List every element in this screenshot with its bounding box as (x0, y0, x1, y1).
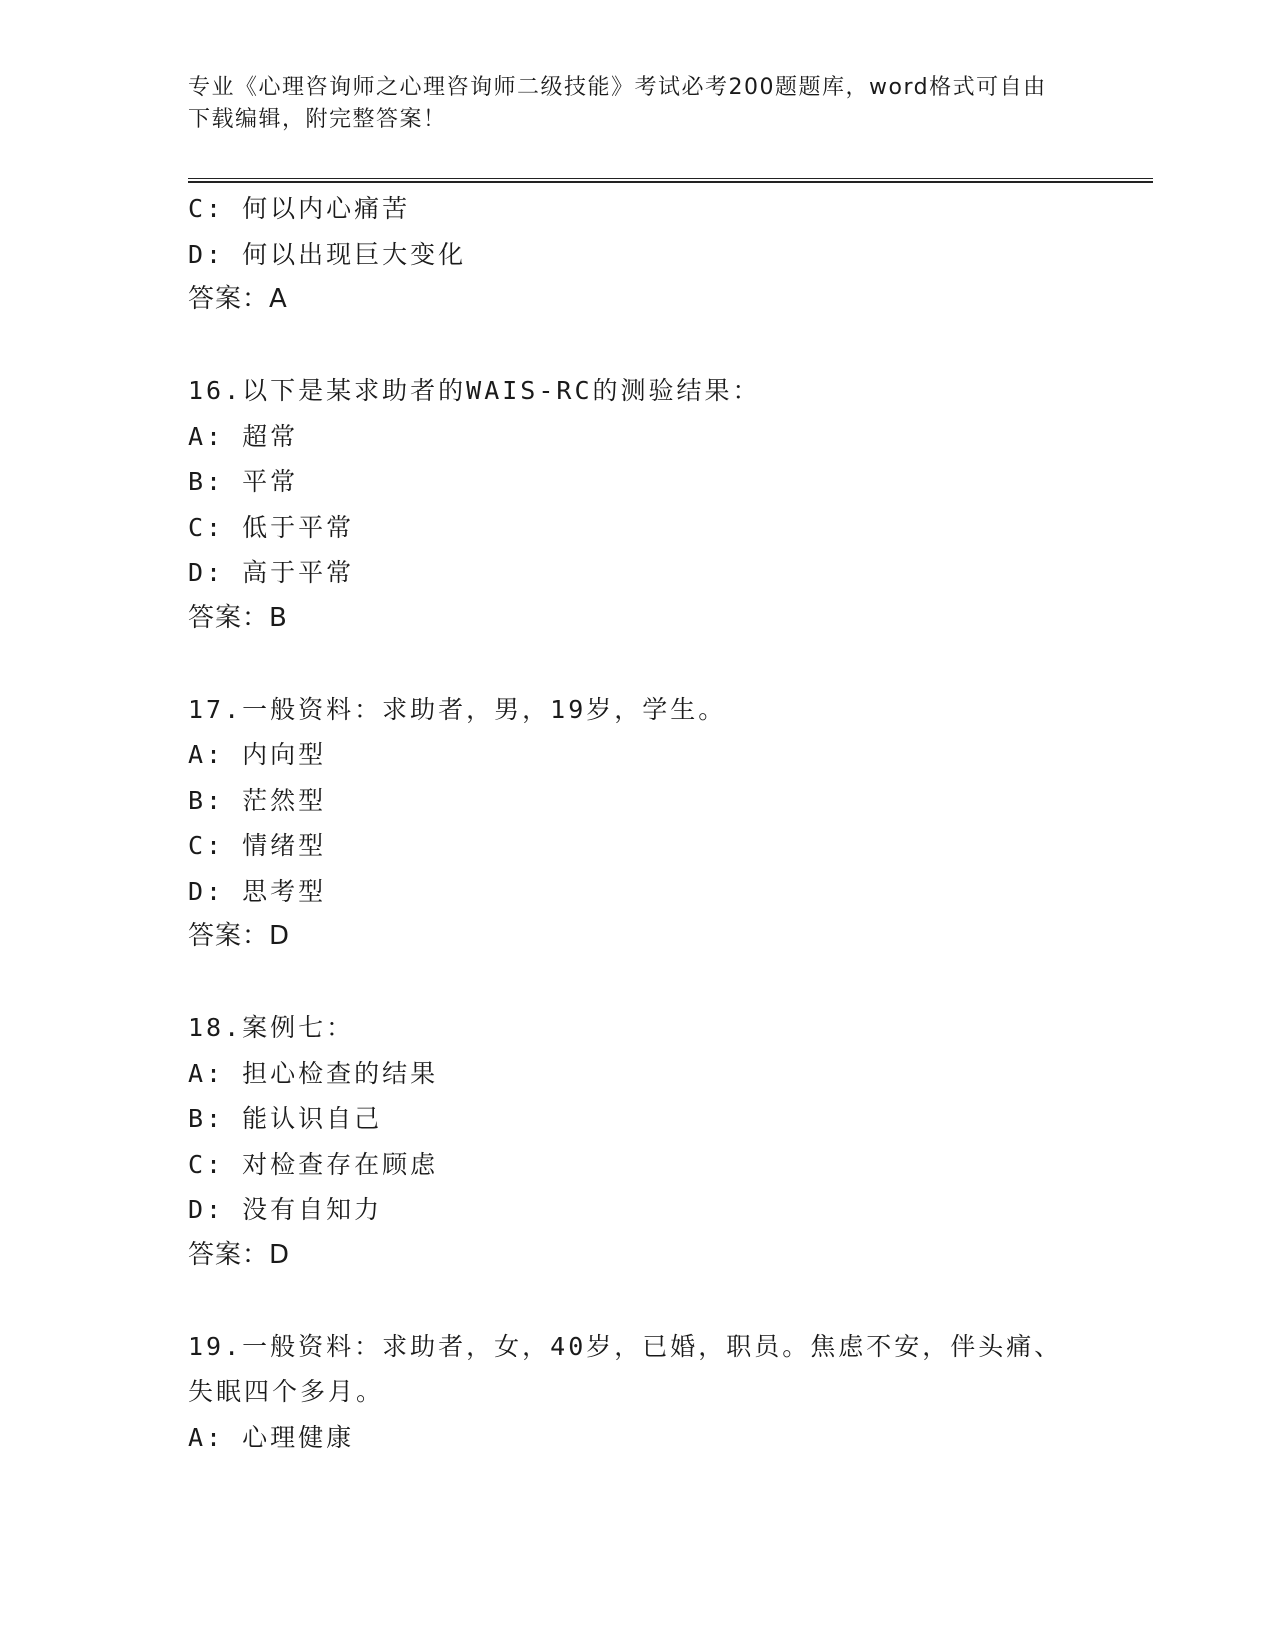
spacer (188, 960, 1088, 1006)
spacer (188, 641, 1088, 687)
question-list (188, 186, 1088, 1460)
answer-line: 答案：D (188, 1239, 291, 1270)
option-a: A: 超常 (188, 421, 299, 451)
page-header (188, 72, 1068, 136)
spacer (188, 1278, 1088, 1324)
option-d: D: 没有自知力 (188, 1195, 383, 1224)
option-b: B: 茫然型 (188, 785, 327, 815)
option-b: B: 平常 (188, 467, 299, 496)
question-16 (188, 368, 1088, 641)
question-19 (188, 1324, 1088, 1461)
question-stem: 16.以下是某求助者的WAIS-RC的测验结果： (188, 376, 761, 405)
option-c: C: 何以内心痛苦 (188, 194, 411, 223)
option-a: A: 担心检查的结果 (188, 1058, 439, 1088)
question-18 (188, 1005, 1088, 1278)
option-a: A: 内向型 (188, 740, 327, 769)
question-continued (188, 186, 1088, 323)
option-a: A: 心理健康 (188, 1422, 355, 1452)
option-b: B: 能认识自己 (188, 1104, 383, 1133)
header-divider (188, 178, 1153, 183)
option-c: C: 情绪型 (188, 831, 327, 860)
option-c: C: 对检查存在顾虑 (188, 1149, 439, 1179)
answer-line: 答案：A (188, 284, 288, 314)
option-c: C: 低于平常 (188, 512, 355, 542)
document-title: 专业《心理咨询师之心理咨询师二级技能》考试必考200题题库，word格式可自由下载编辑，附完整答案！ (188, 75, 1047, 132)
option-d: D: 高于平常 (188, 558, 355, 587)
question-17 (188, 687, 1088, 960)
question-stem: 19.一般资料：求助者，女，40岁，已婚，职员。焦虑不安，伴头痛、失眠四个多月。 (188, 1331, 1063, 1406)
option-d: D: 思考型 (188, 876, 327, 906)
option-d: D: 何以出现巨大变化 (188, 239, 467, 269)
answer-line: 答案：B (188, 602, 288, 633)
answer-line: 答案：D (188, 921, 291, 951)
spacer (188, 323, 1088, 369)
question-stem: 18.案例七： (188, 1013, 355, 1042)
question-stem: 17.一般资料：求助者，男，19岁，学生。 (188, 694, 727, 724)
